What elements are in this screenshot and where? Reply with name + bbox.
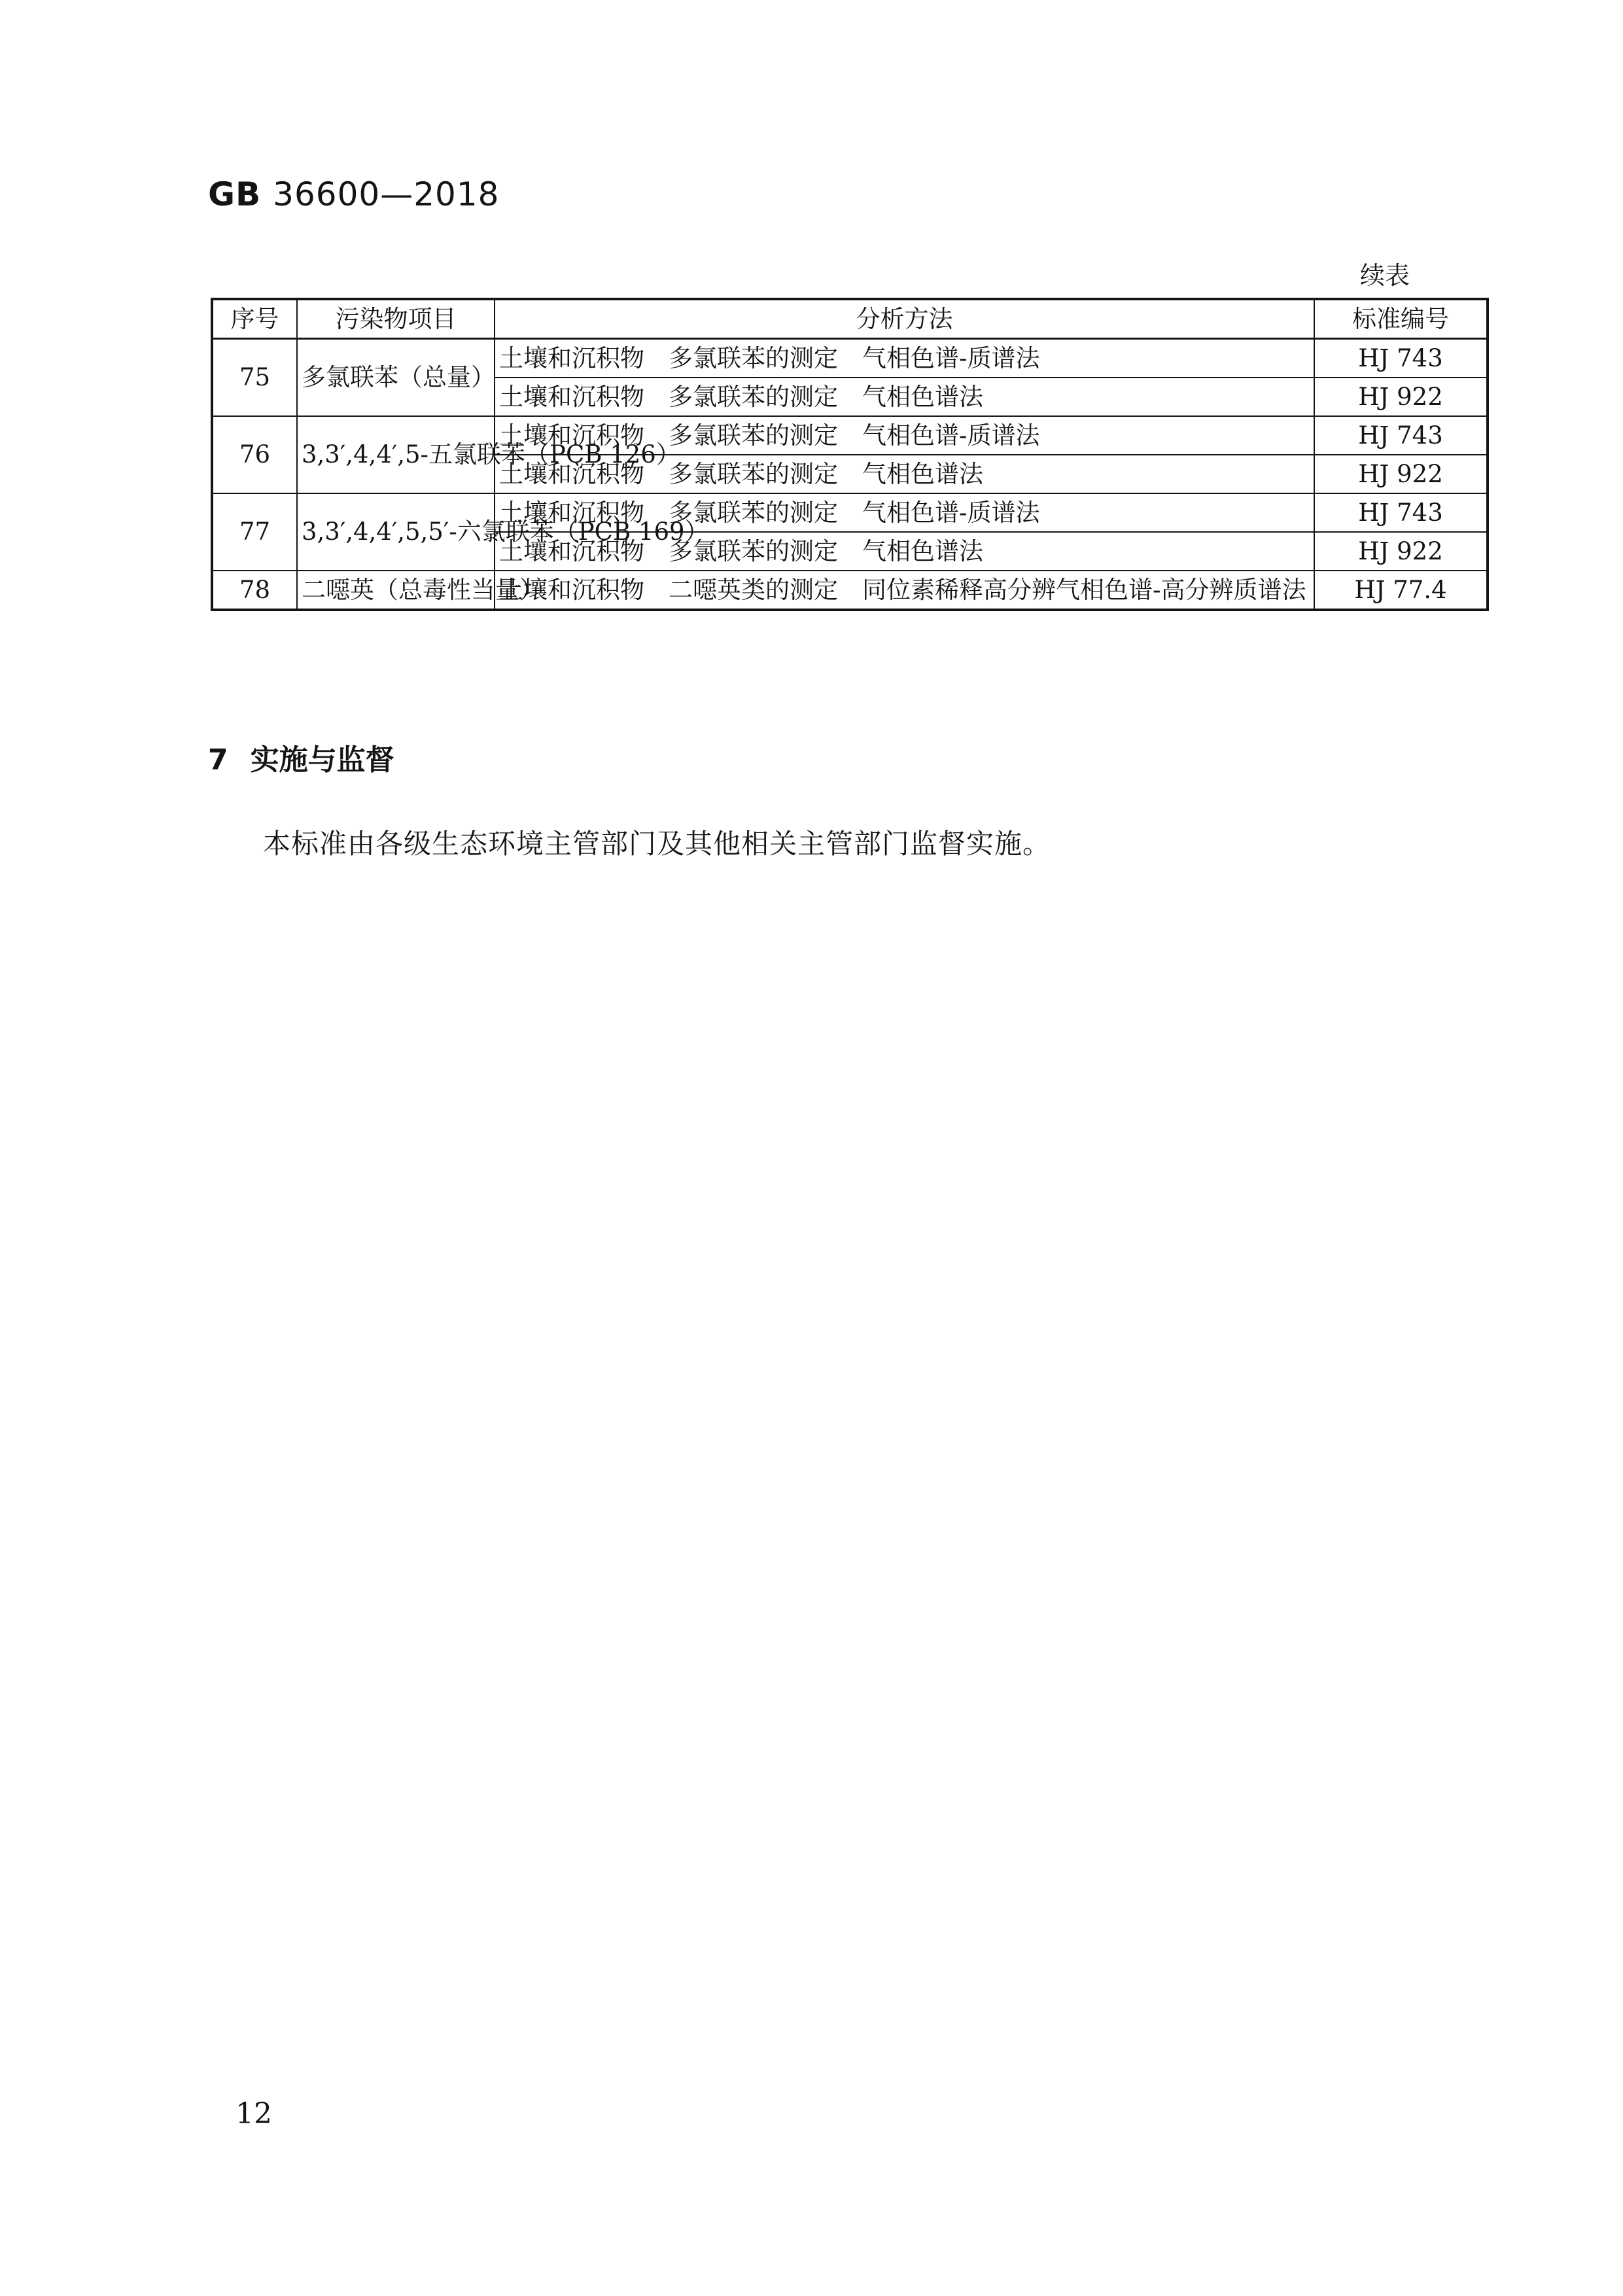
table-header-row — [212, 299, 1488, 339]
method-cell: 土壤和沉积物 多氯联苯的测定 气相色谱-质谱法 — [495, 493, 1314, 532]
method-cell: 土壤和沉积物 二噁英类的测定 同位素稀释高分辨气相色谱-高分辨质谱法 — [495, 571, 1314, 610]
serial-no-cell: 77 — [212, 493, 297, 571]
method-cell: 土壤和沉积物 多氯联苯的测定 气相色谱-质谱法 — [495, 416, 1314, 455]
standard-code-cell: HJ 743 — [1314, 493, 1488, 532]
analysis-method-table — [211, 298, 1489, 611]
serial-no-cell: 75 — [212, 339, 297, 417]
standard-code-cell: HJ 922 — [1314, 455, 1488, 493]
table-row — [212, 571, 1488, 610]
pollutant-cell: 3,3′,4,4′,5-五氯联苯（PCB 126） — [297, 416, 495, 493]
method-cell: 土壤和沉积物 多氯联苯的测定 气相色谱法 — [495, 455, 1314, 493]
standard-code-cell: HJ 743 — [1314, 416, 1488, 455]
header-standard-code: 标准编号 — [1314, 299, 1488, 339]
section-number: 7 — [208, 743, 228, 777]
table-row — [212, 339, 1488, 378]
header-pollutant: 污染物项目 — [297, 299, 495, 339]
standard-prefix: GB — [208, 175, 262, 213]
standard-code-cell: HJ 743 — [1314, 339, 1488, 378]
pollutant-cell: 多氯联苯（总量） — [297, 339, 495, 417]
table-row — [212, 416, 1488, 455]
header-serial-no: 序号 — [212, 299, 297, 339]
standard-number: 36600—2018 — [273, 175, 500, 213]
section-body-paragraph: 本标准由各级生态环境主管部门及其他相关主管部门监督实施。 — [263, 828, 1051, 860]
standard-code-cell: HJ 77.4 — [1314, 571, 1488, 610]
pollutant-cell: 二噁英（总毒性当量） — [297, 571, 495, 610]
serial-no-cell: 76 — [212, 416, 297, 493]
section-heading — [208, 736, 394, 778]
method-cell: 土壤和沉积物 多氯联苯的测定 气相色谱-质谱法 — [495, 339, 1314, 378]
pollutant-cell: 3,3′,4,4′,5,5′-六氯联苯（PCB 169） — [297, 493, 495, 571]
method-cell: 土壤和沉积物 多氯联苯的测定 气相色谱法 — [495, 532, 1314, 571]
serial-no-cell: 78 — [212, 571, 297, 610]
header-analysis-method: 分析方法 — [495, 299, 1314, 339]
document-header — [208, 175, 499, 213]
table-continuation-label: 续表 — [1359, 261, 1410, 290]
method-cell: 土壤和沉积物 多氯联苯的测定 气相色谱法 — [495, 378, 1314, 416]
page-number: 12 — [236, 2097, 272, 2130]
standard-code-cell: HJ 922 — [1314, 532, 1488, 571]
table-row — [212, 493, 1488, 532]
section-title: 实施与监督 — [250, 743, 394, 777]
standard-code-cell: HJ 922 — [1314, 378, 1488, 416]
